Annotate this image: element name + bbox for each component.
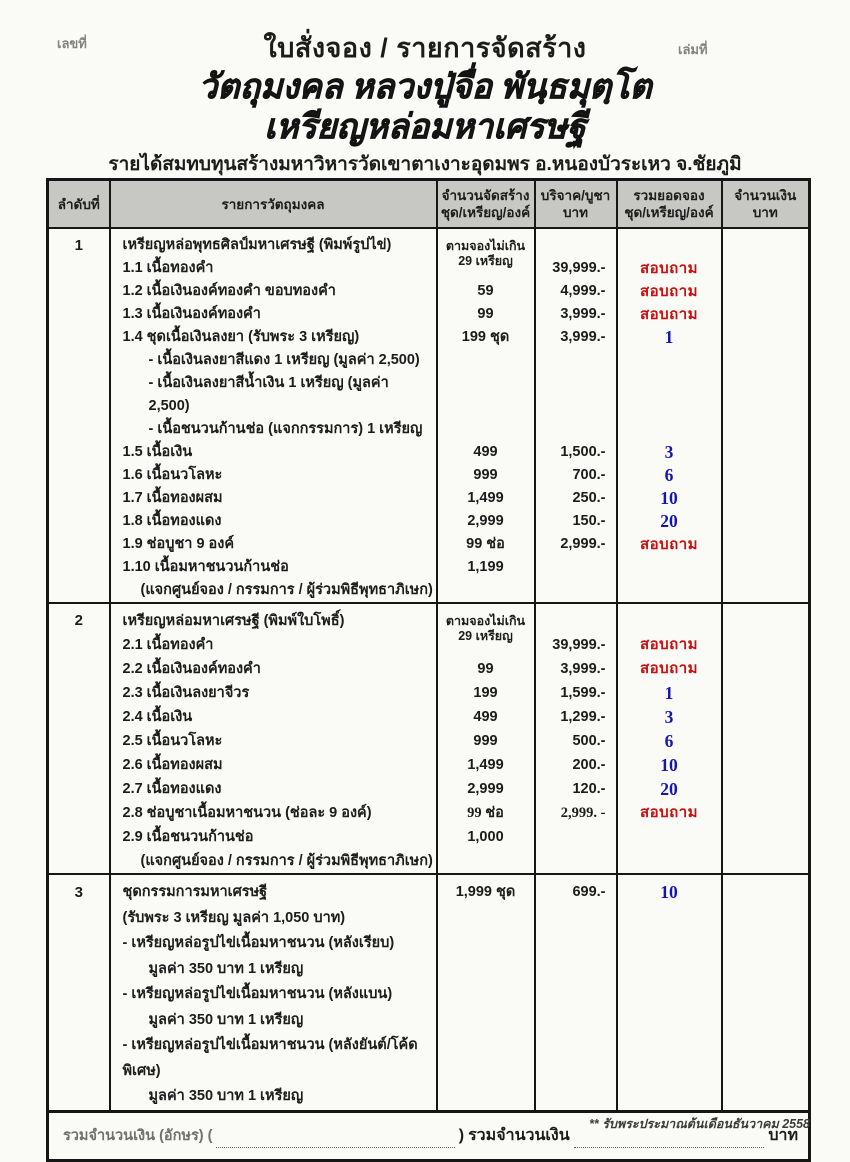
booked-total-cell: สอบถาม [617, 801, 722, 825]
quantity-made-cell: 999 [437, 729, 535, 753]
item-description: 1.5 เนื้อเงิน [122, 444, 193, 460]
item-description-cell [110, 906, 437, 932]
item-description-cell [110, 825, 437, 849]
quantity-made-cell: 2,999 [437, 510, 535, 533]
item-description: - เหรียญหล่อรูปไข่เนื้อมหาชนวน (หลังเรียบ) [122, 935, 395, 951]
booked-total-cell: 20 [617, 510, 722, 533]
price-cell [535, 349, 617, 372]
item-description: เหรียญหล่อพุทธศิลป์มหาเศรษฐี (พิมพ์รูปไข่) [122, 237, 392, 253]
item-description-cell [110, 849, 437, 874]
item-row [48, 257, 810, 280]
quantity-made-cell [437, 1008, 535, 1034]
item-description-cell [110, 326, 437, 349]
price-cell: 150.- [535, 510, 617, 533]
order-table-body [48, 228, 810, 1111]
booked-total-cell: 10 [617, 487, 722, 510]
price-cell: 200.- [535, 753, 617, 777]
item-row [48, 874, 810, 906]
item-description: 2.7 เนื้อทองแดง [122, 781, 222, 797]
item-row [48, 633, 810, 657]
booked-total-cell: 3 [617, 441, 722, 464]
quantity-made-cell: 99 ช่อ [437, 801, 535, 825]
amount-cell [722, 349, 810, 372]
quantity-made-cell [437, 1084, 535, 1111]
order-table-header [48, 180, 810, 229]
price-cell: 699.- [535, 874, 617, 906]
item-description-cell [110, 303, 437, 326]
price-cell [535, 1008, 617, 1034]
amount-cell [722, 533, 810, 556]
col-header-quantity-made: จำนวนจัดสร้าง ชุด/เหรียญ/องค์ [437, 180, 535, 229]
booked-total-cell: 10 [617, 753, 722, 777]
item-row [48, 753, 810, 777]
item-row [48, 280, 810, 303]
price-cell: 2,999.- [535, 533, 617, 556]
item-row [48, 441, 810, 464]
booked-total-cell: 1 [617, 326, 722, 349]
item-row [48, 906, 810, 932]
price-cell [535, 906, 617, 932]
booked-total-cell [617, 931, 722, 957]
price-cell: 1,500.- [535, 441, 617, 464]
price-cell: 1,299.- [535, 705, 617, 729]
item-description: 2.1 เนื้อทองคำ [122, 637, 214, 653]
item-row [48, 556, 810, 579]
item-row [48, 603, 810, 633]
item-row [48, 487, 810, 510]
total-in-words-label: รวมจำนวนเงิน (อักษร) [63, 1128, 204, 1144]
total-in-words-open-paren: ( [207, 1128, 213, 1144]
item-description-cell [110, 280, 437, 303]
amount-cell [722, 579, 810, 603]
item-description: มูลค่า 350 บาท 1 เหรียญ [148, 960, 304, 977]
quantity-made-cell [437, 931, 535, 957]
item-description-cell [110, 603, 437, 633]
item-row [48, 228, 810, 257]
item-description-cell [110, 349, 437, 372]
quantity-made-cell: 1,999 ชุด [437, 874, 535, 906]
amount-cell [722, 849, 810, 874]
item-description: (แจกศูนย์จอง / กรรมการ / ผู้ร่วมพิธีพุทธาภิเษก) [140, 853, 433, 869]
item-row [48, 957, 810, 983]
price-cell: 3,999.- [535, 326, 617, 349]
quantity-made-cell: 1,499 [437, 487, 535, 510]
booked-total-cell [617, 849, 722, 874]
item-description: 2.5 เนื้อนวโลหะ [122, 733, 223, 749]
baht-label: บาท [768, 1127, 798, 1144]
headline-line1: วัตถุมงคล หลวงปู่จื่อ พันฺธมุตฺโต [198, 69, 652, 106]
item-description-cell [110, 1084, 437, 1111]
item-description-cell [110, 418, 437, 441]
item-description: 2.6 เนื้อทองผสม [122, 757, 223, 773]
doc-number-label: เลขที่ [57, 36, 87, 51]
section-number: 3 [48, 874, 110, 1111]
price-cell [535, 849, 617, 874]
price-cell: 39,999.- [535, 257, 617, 280]
fundraising-subtitle: รายได้สมทบทุนสร้างมหาวิหารวัดเขาตาเงาะอุดมพร อ.หนองบัวระเหว จ.ชัยภูมิ [108, 154, 742, 175]
booked-total-cell [617, 372, 722, 418]
headline [0, 68, 850, 148]
item-description: 1.6 เนื้อนวโลหะ [122, 467, 223, 483]
quantity-made-cell: 59 [437, 280, 535, 303]
quantity-made-cell: 2,999 [437, 777, 535, 801]
page-title: ใบสั่งจอง / รายการจัดสร้าง [263, 33, 587, 63]
amount-cell [722, 931, 810, 957]
price-cell [535, 931, 617, 957]
item-row [48, 303, 810, 326]
price-cell [535, 579, 617, 603]
quantity-made-cell: 199 [437, 681, 535, 705]
col-header-price: บริจาค/บูชา บาท [535, 180, 617, 229]
price-cell [535, 603, 617, 633]
book-number-label: เล่มที่ [678, 42, 708, 57]
quantity-made-cell [437, 372, 535, 418]
item-description: เหรียญหล่อมหาเศรษฐี (พิมพ์ใบโพธิ์) [122, 613, 345, 629]
section-number: 2 [48, 603, 110, 874]
booked-total-cell [617, 349, 722, 372]
item-description-cell [110, 228, 437, 257]
item-description-cell [110, 753, 437, 777]
price-cell [535, 556, 617, 579]
amount-cell [722, 681, 810, 705]
price-cell: 250.- [535, 487, 617, 510]
quantity-made-cell: 1,199 [437, 556, 535, 579]
price-cell: 39,999.- [535, 633, 617, 657]
booked-total-cell: สอบถาม [617, 257, 722, 280]
quantity-limit-cell: ตามจองไม่เกิน 29 เหรียญ [437, 603, 535, 657]
item-description-cell [110, 556, 437, 579]
item-row [48, 1084, 810, 1111]
item-row [48, 464, 810, 487]
quantity-made-cell [437, 349, 535, 372]
item-row [48, 705, 810, 729]
amount-cell [722, 777, 810, 801]
quantity-made-cell: 99 [437, 303, 535, 326]
item-row [48, 982, 810, 1008]
quantity-made-cell [437, 906, 535, 932]
quantity-made-cell [437, 849, 535, 874]
item-description-cell [110, 801, 437, 825]
amount-cell [722, 303, 810, 326]
item-row [48, 931, 810, 957]
item-description: ชุดกรรมการมหาเศรษฐี [122, 884, 268, 900]
booked-total-cell: 6 [617, 729, 722, 753]
item-description: 1.4 ชุดเนื้อเงินลงยา (รับพระ 3 เหรียญ) [122, 329, 360, 345]
quantity-made-cell: 1,000 [437, 825, 535, 849]
price-cell: 3,999.- [535, 657, 617, 681]
quantity-made-cell: 199 ชุด [437, 326, 535, 349]
amount-cell [722, 510, 810, 533]
quantity-made-cell [437, 1033, 535, 1084]
booked-total-cell: สอบถาม [617, 303, 722, 326]
quantity-made-cell: 99 [437, 657, 535, 681]
booked-total-cell: 1 [617, 681, 722, 705]
booked-total-cell [617, 906, 722, 932]
total-in-words-close-paren: ) [458, 1127, 465, 1144]
amount-cell [722, 1008, 810, 1034]
booked-total-cell [617, 825, 722, 849]
item-description: 2.2 เนื้อเงินองค์ทองคำ [122, 661, 261, 677]
item-description: - เนื้อเงินลงยาสีแดง 1 เหรียญ (มูลค่า 2,500) [148, 352, 420, 368]
amount-cell [722, 418, 810, 441]
item-row [48, 349, 810, 372]
total-amount-label: รวมจำนวนเงิน [468, 1127, 570, 1144]
item-description: - เหรียญหล่อรูปไข่เนื้อมหาชนวน (หลังยันต์/โค้ดพิเศษ) [122, 1037, 418, 1079]
price-cell: 2,999. - [535, 801, 617, 825]
price-cell: 700.- [535, 464, 617, 487]
price-cell [535, 982, 617, 1008]
item-description: 1.3 เนื้อเงินองค์ทองคำ [122, 306, 261, 322]
item-description: 1.9 ช่อบูชา 9 องค์ [122, 536, 235, 552]
amount-cell [722, 372, 810, 418]
item-row [48, 510, 810, 533]
item-description: 1.2 เนื้อเงินองค์ทองคำ ขอบทองคำ [122, 283, 336, 299]
item-description-cell [110, 874, 437, 906]
amount-cell [722, 633, 810, 657]
amount-cell [722, 603, 810, 633]
booked-total-cell [617, 603, 722, 633]
amount-cell [722, 228, 810, 257]
amount-cell [722, 906, 810, 932]
col-header-index: ลำดับที่ [48, 180, 110, 229]
item-row [48, 825, 810, 849]
item-row [48, 657, 810, 681]
booked-total-cell [617, 957, 722, 983]
item-description-cell [110, 705, 437, 729]
amount-cell [722, 441, 810, 464]
amount-cell [722, 464, 810, 487]
price-cell: 1,599.- [535, 681, 617, 705]
price-cell [535, 228, 617, 257]
item-description: - เนื้อชนวนก้านช่อ (แจกกรรมการ) 1 เหรียญ [148, 421, 423, 437]
item-row [48, 1033, 810, 1084]
item-description-cell [110, 441, 437, 464]
price-cell [535, 1084, 617, 1111]
item-description-cell [110, 931, 437, 957]
item-description-cell [110, 487, 437, 510]
col-header-amount: จำนวนเงิน บาท [722, 180, 810, 229]
booked-total-cell [617, 418, 722, 441]
item-description: มูลค่า 350 บาท 1 เหรียญ [148, 1088, 304, 1104]
item-description-cell [110, 1008, 437, 1034]
item-description-cell [110, 464, 437, 487]
item-description-cell [110, 633, 437, 657]
quantity-made-cell: 1,499 [437, 753, 535, 777]
booked-total-cell [617, 1084, 722, 1111]
total-amount-blank [574, 1132, 765, 1148]
amount-cell [722, 1084, 810, 1111]
item-row [48, 533, 810, 556]
price-cell [535, 957, 617, 983]
item-row [48, 729, 810, 753]
amount-cell [722, 801, 810, 825]
item-description-cell [110, 510, 437, 533]
headline-line2: เหรียญหล่อมหาเศรษฐี [264, 109, 586, 146]
booked-total-cell: สอบถาม [617, 657, 722, 681]
section-number: 1 [48, 228, 110, 603]
booked-total-cell [617, 1008, 722, 1034]
total-in-words-blank [216, 1132, 454, 1148]
item-description-cell [110, 982, 437, 1008]
item-description: (แจกศูนย์จอง / กรรมการ / ผู้ร่วมพิธีพุทธาภิเษก) [140, 582, 433, 598]
item-description: 2.8 ช่อบูชาเนื้อมหาชนวน (ช่อละ 9 องค์) [122, 805, 372, 821]
item-row [48, 418, 810, 441]
item-description: มูลค่า 350 บาท 1 เหรียญ [148, 1011, 304, 1028]
amount-cell [722, 280, 810, 303]
quantity-made-cell [437, 982, 535, 1008]
item-description: 1.8 เนื้อทองแดง [122, 513, 222, 529]
item-description: - เหรียญหล่อรูปไข่เนื้อมหาชนวน (หลังแบน) [122, 986, 393, 1002]
item-row [48, 579, 810, 603]
order-table [46, 178, 811, 1162]
booked-total-cell [617, 579, 722, 603]
item-description: (รับพระ 3 เหรียญ มูลค่า 1,050 บาท) [122, 909, 346, 926]
quantity-limit-cell: ตามจองไม่เกิน 29 เหรียญ [437, 228, 535, 280]
amount-cell [722, 705, 810, 729]
quantity-made-cell [437, 579, 535, 603]
item-description: 2.9 เนื้อชนวนก้านช่อ [122, 829, 254, 845]
amount-cell [722, 1033, 810, 1084]
amount-cell [722, 825, 810, 849]
item-description: - เนื้อเงินลงยาสีน้ำเงิน 1 เหรียญ (มูลค่า 2,500) [148, 375, 389, 414]
quantity-made-cell: 499 [437, 705, 535, 729]
price-cell: 500.- [535, 729, 617, 753]
booked-total-cell: 6 [617, 464, 722, 487]
col-header-total-booked: รวมยอดจอง ชุด/เหรียญ/องค์ [617, 180, 722, 229]
amount-cell [722, 487, 810, 510]
booked-total-cell [617, 1033, 722, 1084]
booked-total-cell: สอบถาม [617, 533, 722, 556]
price-cell [535, 825, 617, 849]
item-description-cell [110, 533, 437, 556]
item-description: 1.10 เนื้อมหาชนวนก้านช่อ [122, 559, 289, 575]
item-description-cell [110, 257, 437, 280]
item-description-cell [110, 579, 437, 603]
item-description-cell [110, 729, 437, 753]
item-row [48, 849, 810, 874]
booked-total-cell: 3 [617, 705, 722, 729]
price-cell [535, 418, 617, 441]
item-description-cell [110, 1033, 437, 1084]
price-cell: 3,999.- [535, 303, 617, 326]
item-description-cell [110, 777, 437, 801]
booked-total-cell: สอบถาม [617, 633, 722, 657]
item-row [48, 681, 810, 705]
quantity-made-cell: 99 ช่อ [437, 533, 535, 556]
delivery-footnote: ** รับพระประมาณต้นเดือนธันวาคม 2558 [589, 1117, 810, 1131]
quantity-made-cell [437, 957, 535, 983]
amount-cell [722, 556, 810, 579]
price-cell [535, 372, 617, 418]
item-row [48, 777, 810, 801]
item-description: 1.1 เนื้อทองคำ [122, 260, 214, 276]
amount-cell [722, 326, 810, 349]
col-header-item: รายการวัตถุมงคล [110, 180, 437, 229]
price-cell [535, 1033, 617, 1084]
item-row [48, 801, 810, 825]
amount-cell [722, 657, 810, 681]
amount-cell [722, 729, 810, 753]
item-description-cell [110, 957, 437, 983]
booked-total-cell [617, 982, 722, 1008]
amount-cell [722, 957, 810, 983]
item-description-cell [110, 372, 437, 418]
price-cell: 120.- [535, 777, 617, 801]
item-row [48, 326, 810, 349]
amount-cell [722, 257, 810, 280]
amount-cell [722, 874, 810, 906]
booked-total-cell [617, 556, 722, 579]
quantity-made-cell [437, 418, 535, 441]
amount-cell [722, 753, 810, 777]
item-row [48, 1008, 810, 1034]
booked-total-cell: 10 [617, 874, 722, 906]
booked-total-cell: สอบถาม [617, 280, 722, 303]
item-description-cell [110, 657, 437, 681]
booked-total-cell: 20 [617, 777, 722, 801]
item-description-cell [110, 681, 437, 705]
booked-total-cell [617, 228, 722, 257]
amount-cell [722, 982, 810, 1008]
item-row [48, 372, 810, 418]
item-description: 2.3 เนื้อเงินลงยาจีวร [122, 685, 250, 701]
quantity-made-cell: 999 [437, 464, 535, 487]
item-description: 2.4 เนื้อเงิน [122, 709, 193, 725]
item-description: 1.7 เนื้อทองผสม [122, 490, 223, 506]
quantity-made-cell: 499 [437, 441, 535, 464]
price-cell: 4,999.- [535, 280, 617, 303]
